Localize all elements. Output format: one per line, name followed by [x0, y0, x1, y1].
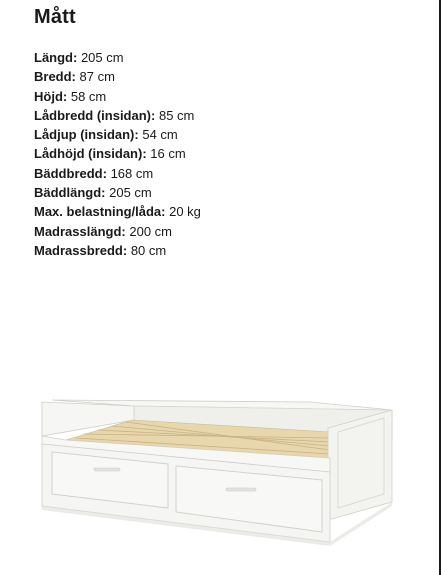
spec-value: 54 cm [142, 127, 178, 143]
spec-label: Längd: [34, 50, 78, 65]
spec-label: Bäddbredd: [34, 165, 107, 181]
spec-value: 85 cm [158, 107, 195, 123]
spec-value: 58 cm [70, 88, 107, 104]
spec-list [34, 48, 201, 260]
spec-row-drawer-height [34, 144, 201, 163]
spec-value: 80 cm [130, 242, 167, 258]
spec-value: 205 cm [109, 185, 152, 201]
spec-label: Höjd: [34, 88, 68, 104]
spec-value: 87 cm [79, 69, 115, 85]
spec-label: Lådbredd (insidan): [34, 107, 156, 123]
spec-row-max-load [34, 202, 201, 221]
spec-label: Lådjup (insidan): [34, 127, 139, 143]
daybed-with-drawers-illustration [30, 380, 410, 560]
spec-label: Bäddlängd: [34, 185, 106, 201]
spec-row-mattress-length [34, 222, 201, 241]
spec-value: 200 cm [129, 223, 173, 239]
spec-value: 20 kg [169, 204, 201, 220]
spec-value: 168 cm [110, 165, 154, 181]
spec-label: Madrasslängd: [34, 223, 126, 239]
spec-value: 16 cm [150, 146, 186, 162]
spec-row-drawer-depth [34, 125, 201, 144]
spec-label: Lådhöjd (insidan): [34, 146, 147, 162]
spec-value: 205 cm [80, 50, 124, 65]
spec-label: Madrassbredd: [34, 242, 128, 258]
spec-row-length [34, 48, 201, 67]
spec-row-width [34, 67, 201, 86]
spec-row-drawer-width [34, 106, 201, 125]
spec-row-mattress-width [34, 241, 201, 260]
spec-row-height [34, 87, 201, 106]
right-drawer-handle [226, 488, 256, 491]
section-title: Mått [34, 6, 76, 28]
left-drawer-handle [94, 468, 120, 471]
spec-row-bed-length [34, 183, 201, 202]
spec-label: Bredd: [34, 69, 76, 85]
spec-row-bed-width [34, 164, 201, 183]
spec-label: Max. belastning/låda: [34, 204, 166, 220]
